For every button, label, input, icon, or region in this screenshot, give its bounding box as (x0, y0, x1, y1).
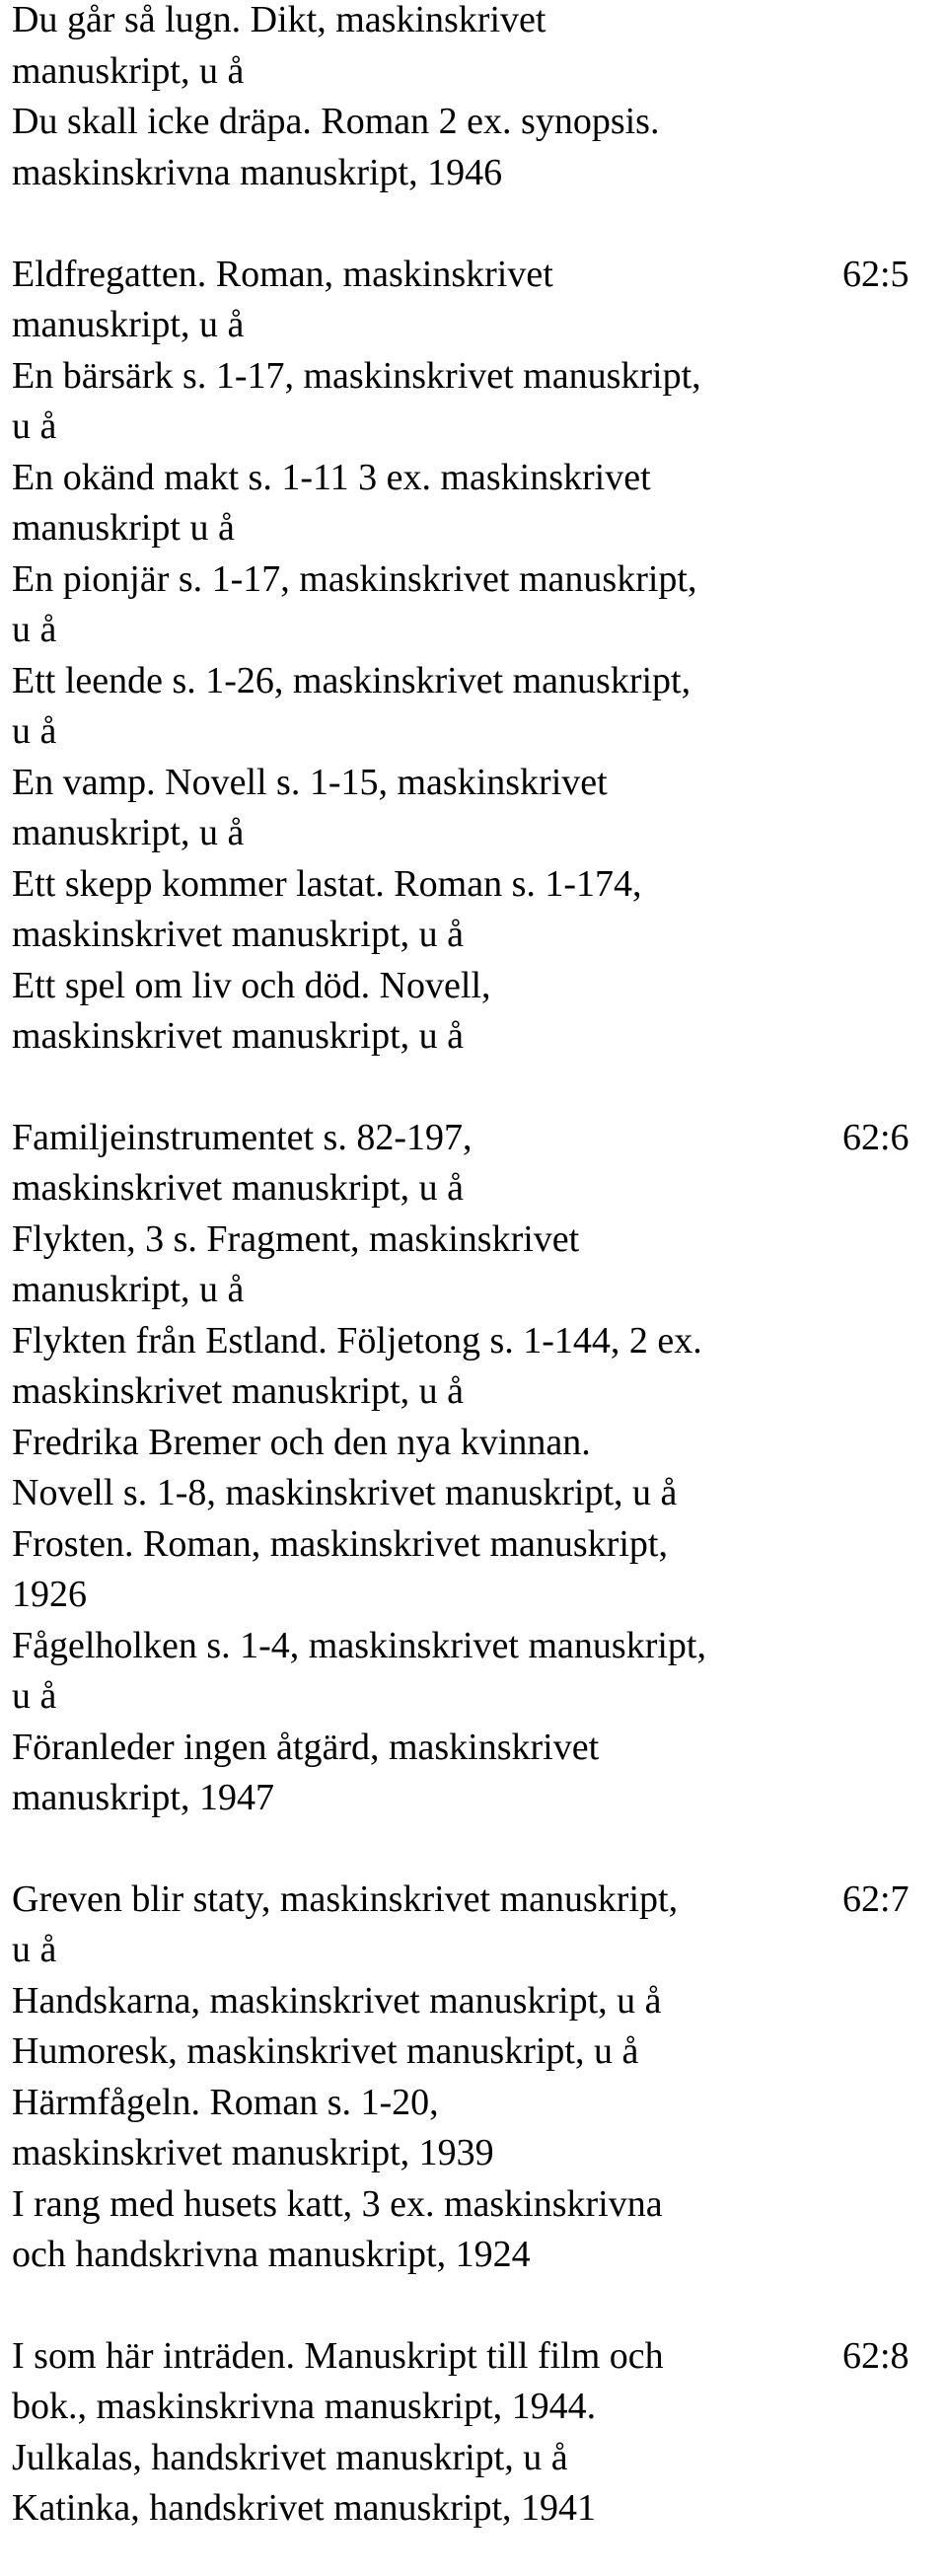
entry-line: 1926 (12, 1574, 87, 1615)
entry-line: Novell s. 1-8, maskinskrivet manuskript, u å (12, 1472, 678, 1513)
entry-line: Flykten, 3 s. Fragment, maskinskrivet (12, 1218, 580, 1260)
entry-line: u å (12, 710, 57, 752)
entry-line: bok., maskinskrivna manuskript, 1944. (12, 2386, 597, 2427)
entry-line: Familjeinstrumentet s. 82-197, (12, 1117, 473, 1158)
entry-line: maskinskrivet manuskript, u å (12, 1370, 465, 1412)
entry-line: Ett leende s. 1-26, maskinskrivet manuskript, (12, 660, 692, 701)
entry-line: Greven blir staty, maskinskrivet manuskript, (12, 1878, 679, 1920)
entry-line: Katinka, handskrivet manuskript, 1941 (12, 2487, 597, 2529)
entry-line: u å (12, 1929, 57, 1970)
entry-line: Julkalas, handskrivet manuskript, u å (12, 2437, 568, 2478)
entry-line: u å (12, 1675, 57, 1717)
entry-line: manuskript u å (12, 507, 235, 549)
entry-line: Eldfregatten. Roman, maskinskrivet (12, 254, 553, 295)
shelf-mark: 62:5 (842, 254, 910, 295)
entry-line: manuskript, u å (12, 1269, 245, 1310)
entry-line: Du skall icke dräpa. Roman 2 ex. synopsis. (12, 101, 660, 142)
document-page (12, 0, 947, 2576)
entry-line: manuskript, u å (12, 812, 245, 853)
entry-line: maskinskrivet manuskript, 1939 (12, 2132, 494, 2173)
entry-line: manuskript, u å (12, 304, 245, 345)
entry-line: Föranleder ingen åtgärd, maskinskrivet (12, 1727, 600, 1768)
entry-line: Härmfågeln. Roman s. 1-20, (12, 2082, 439, 2123)
entry-line: En vamp. Novell s. 1-15, maskinskrivet (12, 762, 608, 803)
entry-line: u å (12, 609, 57, 650)
entry-line: Ett spel om liv och död. Novell, (12, 965, 491, 1006)
entry-line: Ett skepp kommer lastat. Roman s. 1-174, (12, 863, 642, 905)
entry-line: maskinskrivna manuskript, 1946 (12, 152, 503, 193)
entry-line: manuskript, u å (12, 50, 245, 92)
entry-line: manuskript, 1947 (12, 1777, 274, 1818)
entry-line: Humoresk, maskinskrivet manuskript, u å (12, 2030, 639, 2072)
entry-line: I rang med husets katt, 3 ex. maskinskrivna (12, 2183, 663, 2225)
entry-line: och handskrivna manuskript, 1924 (12, 2234, 531, 2275)
shelf-mark: 62:8 (842, 2335, 910, 2377)
entry-line: Fredrika Bremer och den nya kvinnan. (12, 1422, 591, 1463)
entry-line: maskinskrivet manuskript, u å (12, 1015, 465, 1057)
entry-line: Du går så lugn. Dikt, maskinskrivet (12, 0, 546, 40)
entry-line: Fågelholken s. 1-4, maskinskrivet manuskript, (12, 1625, 706, 1666)
entry-line: I som här inträden. Manuskript till film och (12, 2335, 664, 2377)
entry-line: Handskarna, maskinskrivet manuskript, u å (12, 1980, 662, 2022)
entry-line: maskinskrivet manuskript, u å (12, 914, 465, 955)
entry-line: Frosten. Roman, maskinskrivet manuskript, (12, 1523, 668, 1565)
entry-line: Flykten från Estland. Följetong s. 1-144, 2 ex. (12, 1320, 702, 1362)
entry-line: En pionjär s. 1-17, maskinskrivet manuskript, (12, 558, 697, 600)
entry-line: En bärsärk s. 1-17, maskinskrivet manuskript, (12, 355, 701, 397)
shelf-mark: 62:7 (842, 1878, 910, 1920)
entry-line: En okänd makt s. 1-11 3 ex. maskinskrivet (12, 457, 651, 498)
shelf-mark: 62:6 (842, 1117, 910, 1158)
entry-line: maskinskrivet manuskript, u å (12, 1167, 465, 1209)
entry-line: u å (12, 405, 57, 447)
